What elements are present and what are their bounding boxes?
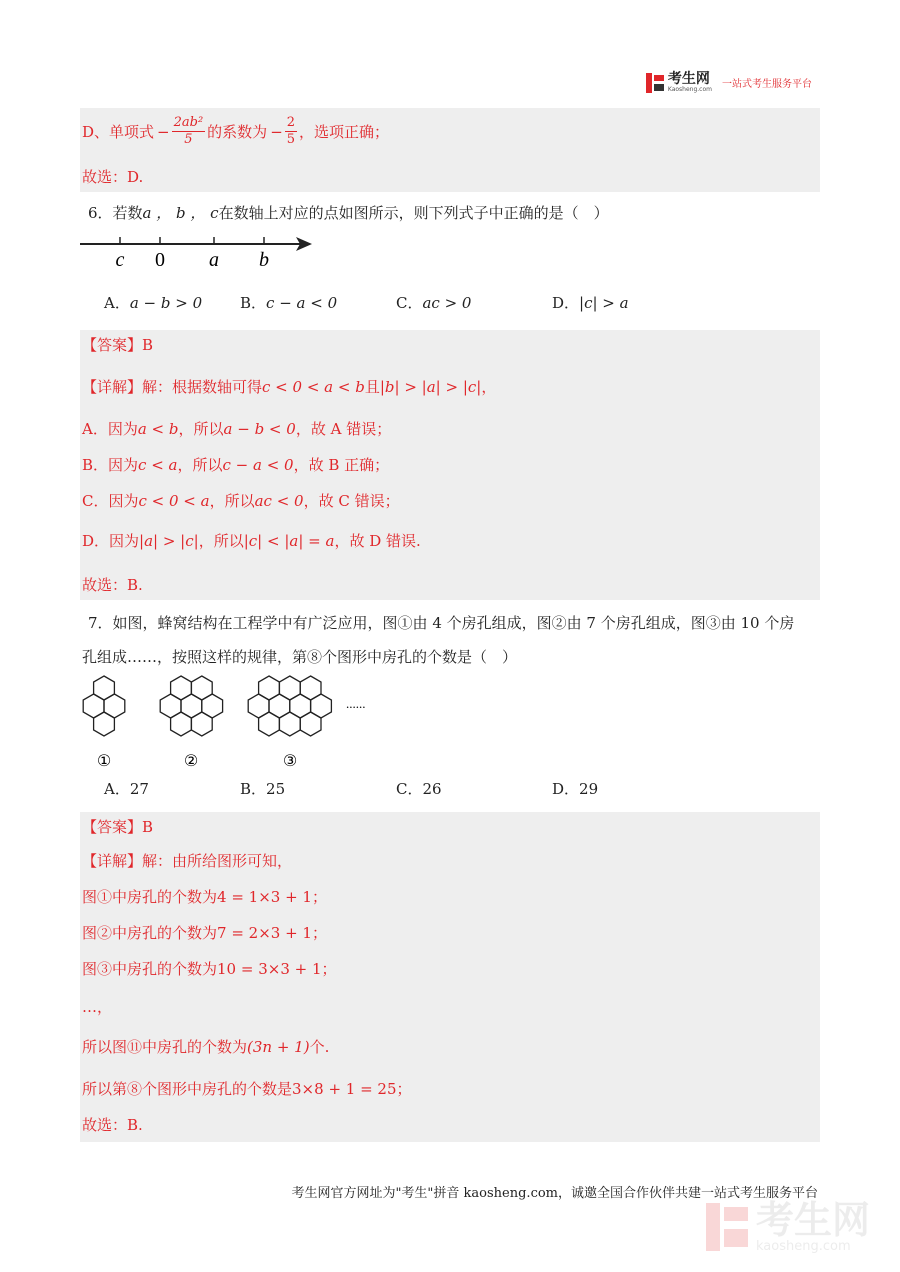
- q6-number-line: [78, 228, 318, 272]
- figure-label-3: ③: [282, 751, 298, 770]
- axis-label-a: a: [209, 249, 219, 271]
- prev-choose: 故选：D.: [82, 168, 144, 186]
- q7-choose: 故选：B.: [82, 1116, 143, 1134]
- q7-stem-line1: 7．如图，蜂窝结构在工程学中有广泛应用，图①由 4 个房孔组成，图②由 7 个房孔组成，图③由 10 个房: [88, 614, 795, 632]
- q7-dots: …，: [82, 998, 113, 1016]
- q7-general: 所以图⑪中房孔的个数为(3n + 1)个.: [82, 1038, 330, 1056]
- footer-text: 考生网官方网址为"考生"拼音 kaosheng.com，诚邀全国合作伙伴共建一站式考生服务平台: [291, 1186, 818, 1201]
- q6-detail-b: B．因为c < a，所以c − a < 0，故 B 正确；: [82, 456, 390, 474]
- q7-option-b[interactable]: B．25: [240, 780, 286, 798]
- watermark: [706, 1200, 870, 1254]
- q7-stem-line2: 孔组成……，按照这样的规律，第⑧个图形中房孔的个数是（ ）: [82, 648, 518, 666]
- q7-detail-line-1: 图①中房孔的个数为4 = 1×3 + 1；: [82, 888, 327, 906]
- axis-label-0: 0: [155, 249, 165, 271]
- prev-option-d-mid: 的系数为: [207, 123, 268, 141]
- q7-answer: 【答案】B: [82, 818, 154, 836]
- q7-option-a[interactable]: A．27: [104, 780, 149, 798]
- q7-option-c[interactable]: C．26: [396, 780, 442, 798]
- watermark-domain: kaosheng.com: [755, 1239, 851, 1254]
- q6-stem: 6．若数a ， b ， c在数轴上对应的点如图所示，则下列式子中正确的是（ ）: [88, 204, 609, 222]
- logo-domain: Kaosheng.com: [667, 86, 712, 93]
- prev-coef-fraction: $\frac{2}{5}$: [286, 115, 296, 147]
- q7-honeycomb-figures: [76, 672, 396, 772]
- q6-option-b[interactable]: B．c − a < 0: [240, 294, 338, 312]
- prev-mono-fraction: $\frac{\text{2ab²}}{5}$: [173, 115, 204, 147]
- watermark-name: 考生网: [755, 1198, 870, 1242]
- prev-option-d-pre: D、单项式: [82, 123, 155, 141]
- logo-name: 考生网: [667, 71, 710, 87]
- honeycomb-figure-3: [248, 676, 331, 736]
- q7-detail-intro: 【详解】解：由所给图形可知，: [82, 852, 293, 870]
- q6-option-d[interactable]: D．|c| > a: [552, 294, 629, 312]
- q7-option-d[interactable]: D．29: [552, 780, 599, 798]
- figure-ellipsis: ......: [346, 696, 366, 711]
- header-logo: [646, 72, 812, 93]
- logo-mark-icon: [646, 73, 664, 93]
- q6-option-a[interactable]: A．a − b > 0: [104, 294, 203, 312]
- q7-eighth: 所以第⑧个图形中房孔的个数是3×8 + 1 = 25；: [82, 1080, 412, 1098]
- honeycomb-figure-1: [83, 676, 125, 736]
- q6-detail-a: A．因为a < b，所以a − b < 0，故 A 错误；: [82, 420, 392, 438]
- figure-label-2: ②: [183, 751, 199, 770]
- q6-answer: 【答案】B: [82, 336, 154, 354]
- axis-label-c: c: [115, 249, 125, 271]
- prev-option-d-line: D、单项式 − $\frac{\text{2ab²}}{5}$ 的系数为 − $\frac{2}{5}$ ，选项正确；: [82, 115, 390, 147]
- axis-label-b: b: [259, 249, 269, 271]
- watermark-logo-icon: [706, 1203, 748, 1251]
- figure-label-1: ①: [96, 751, 112, 770]
- q6-detail-d: D．因为|a| > |c|，所以|c| < |a| = a，故 D 错误.: [82, 532, 421, 550]
- prev-option-d-post: ，选项正确；: [299, 123, 390, 141]
- q6-choose: 故选：B.: [82, 576, 143, 594]
- q7-detail-line-3: 图③中房孔的个数为10 = 3×3 + 1；: [82, 960, 337, 978]
- q7-detail-line-2: 图②中房孔的个数为7 = 2×3 + 1；: [82, 924, 327, 942]
- header-slogan: 一站式考生服务平台: [722, 79, 812, 90]
- q6-detail-c: C．因为c < 0 < a，所以ac < 0，故 C 错误；: [82, 492, 400, 510]
- honeycomb-figure-2: [160, 676, 222, 736]
- q6-detail: 【详解】解：根据数轴可得c < 0 < a < b且|b| > |a| > |c|，: [82, 378, 497, 396]
- q6-option-c[interactable]: C．ac > 0: [396, 294, 472, 312]
